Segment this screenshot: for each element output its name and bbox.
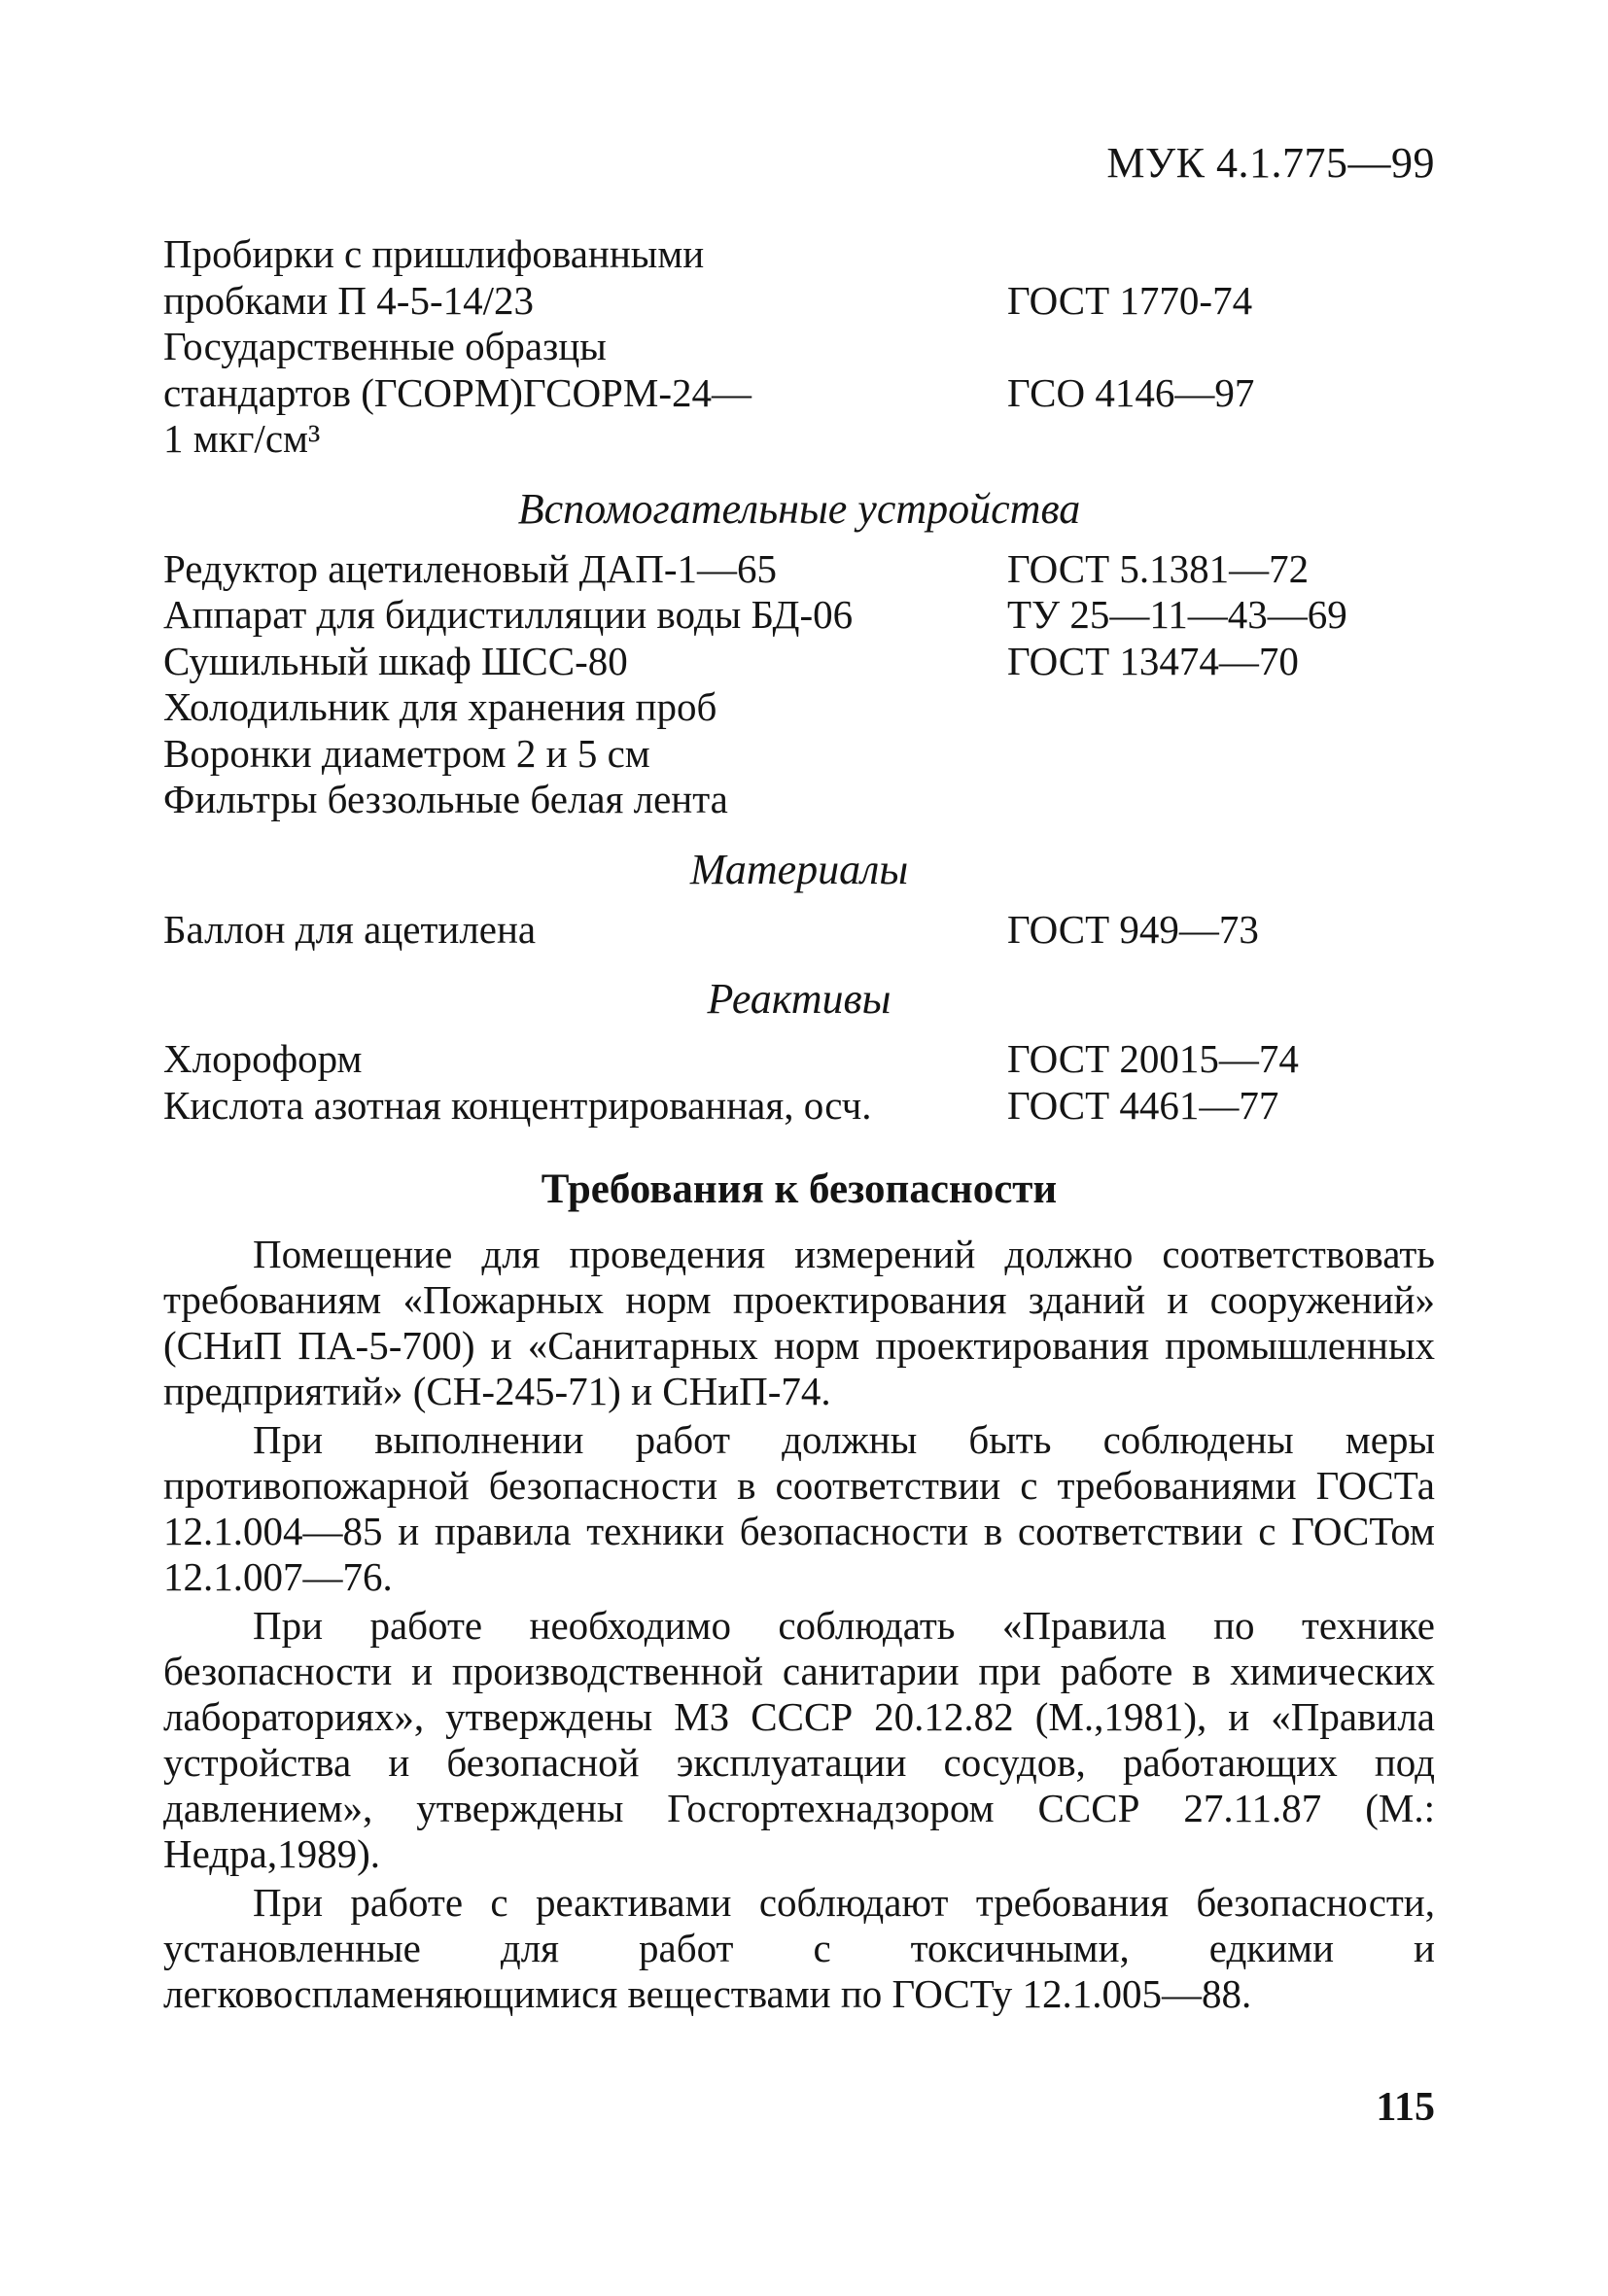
item-standard: ГСО 4146—97 <box>1007 369 1255 415</box>
item-name <box>163 231 1007 324</box>
equipment-item <box>163 231 1435 324</box>
item-name: Сушильный шкаф ШСС-80 <box>163 638 628 683</box>
list-item <box>163 1083 1435 1130</box>
item-name-line: Государственные образцы <box>163 324 607 368</box>
document-code: МУК 4.1.775—99 <box>1106 139 1435 187</box>
item-standard: ГОСТ 4461—77 <box>1007 1082 1279 1128</box>
item-standard: ГОСТ 5.1381—72 <box>1007 545 1310 591</box>
section-title: Реактивы <box>707 975 891 1023</box>
item-name-line: пробками П 4-5-14/23 <box>163 277 534 323</box>
item-name: Воронки диаметром 2 и 5 см <box>163 730 650 776</box>
item-name: Хлороформ <box>163 1036 363 1081</box>
item-name-line: Пробирки с пришлифованными <box>163 231 705 276</box>
item-name: Баллон для ацетилена <box>163 906 537 952</box>
section-title: Вспомогательные устройства <box>517 484 1081 533</box>
section-heading: Требования к безопасности <box>541 1166 1058 1212</box>
section-auxiliary-devices <box>163 486 1435 823</box>
paragraph: При выполнении работ должны быть соблюдены меры противопожарной безопасности в соответствии с требованиями ГОСТа 12.1.004—85 и правила техники безопасности в соответствии с ГОСТом 12.1.007—76. <box>163 1417 1435 1599</box>
item-standard: ГОСТ 13474—70 <box>1007 638 1299 683</box>
list-item <box>163 731 1435 778</box>
section-title: Материалы <box>689 845 909 893</box>
item-name: Кислота азотная концентрированная, осч. <box>163 1082 872 1128</box>
item-standard: ГОСТ 1770-74 <box>1007 277 1253 323</box>
section-reagents <box>163 976 1435 1129</box>
item-name: Холодильник для хранения проб <box>163 684 717 729</box>
item-name: Редуктор ацетиленовый ДАП-1—65 <box>163 545 778 591</box>
list-item <box>163 907 1435 954</box>
page-content <box>163 231 1435 2020</box>
paragraph: Помещение для проведения измерений должно соответствовать требованиям «Пожарных норм проектирования зданий и сооружений» (СНиП ПА-5-700) и «Санитарных норм проектирования промышленных предприятий» (СН-245-71) и СНиП-74. <box>163 1232 1435 1413</box>
section-materials <box>163 847 1435 954</box>
equipment-list <box>163 231 1435 463</box>
page-number: 115 <box>1376 2085 1435 2130</box>
item-name: Аппарат для бидистилляции воды БД-06 <box>163 592 854 637</box>
paragraph: При работе необходимо соблюдать «Правила по технике безопасности и производственной санитарии при работе в химических лабораториях», утверждены МЗ СССР 20.12.82 (М.,1981), и «Правила устройства и безопасной эксплуатации сосудов, работающих под давлением», утверждены Госгортехнадзором СССР 27.11.87 (М.: Недра,1989). <box>163 1603 1435 1876</box>
item-standard: ГОСТ 949—73 <box>1007 906 1259 952</box>
item-name-line: 1 мкг/см³ <box>163 416 321 461</box>
item-name: Фильтры беззольные белая лента <box>163 777 728 821</box>
item-name-line: стандартов (ГСОРМ)ГСОРМ-24— <box>163 369 752 415</box>
list-item <box>163 684 1435 731</box>
paragraph: При работе с реактивами соблюдают требования безопасности, установленные для работ с токсичными, едкими и легковоспламеняющимися веществами по ГОСТу 12.1.005—88. <box>163 1880 1435 2016</box>
list-item <box>163 777 1435 823</box>
section-safety <box>163 1165 1435 2017</box>
list-item <box>163 592 1435 639</box>
list-item <box>163 546 1435 593</box>
item-standard: ГОСТ 20015—74 <box>1007 1036 1299 1081</box>
item-standard: ТУ 25—11—43—69 <box>1007 592 1347 637</box>
list-item <box>163 639 1435 685</box>
equipment-item <box>163 324 1435 463</box>
item-name <box>163 324 1007 463</box>
list-item <box>163 1036 1435 1083</box>
